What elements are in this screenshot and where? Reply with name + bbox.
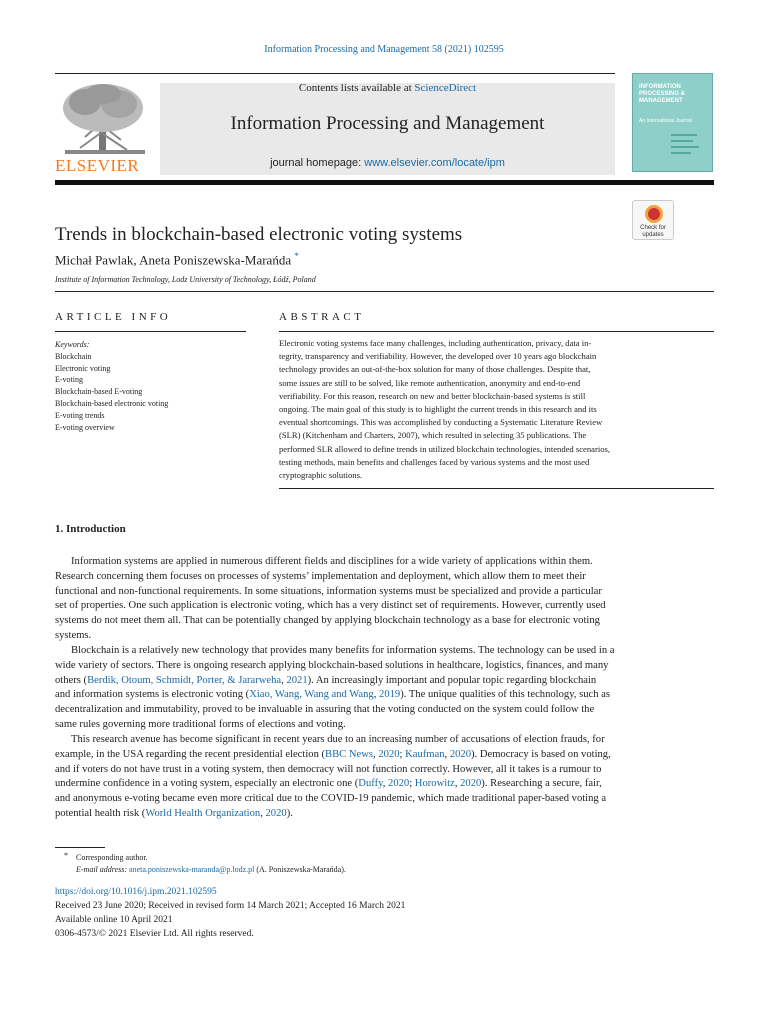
body-line <box>55 777 714 792</box>
abstract-line: Electronic voting systems face many challenges, including authentication, privacy, data in- <box>279 338 592 348</box>
homepage-link[interactable]: www.elsevier.com/locate/ipm <box>364 157 505 169</box>
header-rule <box>55 73 615 74</box>
body-line: Information systems are applied in numerous different fields and disciplines for a wide variety of applications within them. <box>71 556 593 567</box>
text: example, in the USA regarding the recent presidential election ( <box>55 748 326 760</box>
footnote-rule <box>55 847 105 848</box>
citation-link[interactable]: 2020 <box>460 778 482 790</box>
citation-link[interactable]: World Health Organization <box>145 807 261 819</box>
cover-line <box>671 134 697 136</box>
text: undermine confidence in a voting system, especially an electronic one ( <box>55 778 359 790</box>
text: ; <box>409 778 415 790</box>
journal-reference[interactable]: Information Processing and Management 58 (2021) 102595 <box>264 44 504 55</box>
intro-paragraph-1 <box>55 555 714 644</box>
abstract-line: eventual shortcomings. This was accomplished by conducting a Systematic Literature Review <box>279 417 603 428</box>
text: , <box>382 778 389 790</box>
journal-homepage <box>160 157 615 169</box>
abstract-end-rule <box>279 488 714 489</box>
text: , <box>373 689 380 701</box>
abstract-heading: ABSTRACT <box>279 311 365 323</box>
citation-link[interactable]: Kaufman <box>405 748 445 760</box>
citation-link[interactable]: 2020 <box>265 807 287 819</box>
header-thick-rule <box>55 180 714 185</box>
copyright: 0306-4573/© 2021 Elsevier Ltd. All rights reserved. <box>55 929 254 939</box>
citation-link[interactable]: Berdik, Otoum, Schmidt, Porter, & Jararweha <box>87 674 282 686</box>
crossmark-button[interactable] <box>632 200 674 240</box>
body-line: functional and non-functional requirements. In some situations, information systems must be specialized and provide a particular <box>55 585 602 597</box>
body-line: and anonymous e-voting became even more critical due to the COVID-19 pandemic, which made traditional paper-based voting a <box>55 793 607 805</box>
article-title: Trends in blockchain-based electronic voting systems <box>55 224 463 245</box>
text: ). <box>286 807 293 819</box>
abstract-line: tegrity, transparency and verifiability. However, the developed over 10 years ago blockchain <box>279 351 597 362</box>
body-line: Research concerning them focuses on processes of systems’ implementation and deployment, which allow them to meet their <box>55 570 586 582</box>
contents-line <box>160 82 615 94</box>
keyword: E-voting <box>55 375 83 385</box>
intro-paragraph-2 <box>55 644 714 733</box>
doi-link[interactable]: https://doi.org/10.1016/j.ipm.2021.102595 <box>55 887 217 897</box>
text: potential health risk ( <box>55 807 146 819</box>
crossmark-icon <box>645 205 663 223</box>
body-line: This research avenue has become significant in recent years due to an increasing number of accusations of election frauds, for <box>71 734 605 745</box>
citation-link[interactable]: Xiao, Wang, Wang and Wang <box>249 689 374 701</box>
cover-line <box>671 140 693 142</box>
text: ). Democracy is based on voting, <box>471 748 611 760</box>
keyword: Blockchain-based electronic voting <box>55 398 169 408</box>
abstract-line: some issues are still to be solved, like remote authentication, anonymity and end-to-end <box>279 377 581 388</box>
received-dates: Received 23 June 2020; Received in revised form 14 March 2021; Accepted 16 March 2021 <box>55 901 406 911</box>
corresponding-author-mark[interactable]: * <box>294 251 299 261</box>
citation-link[interactable]: 2021 <box>286 674 308 686</box>
crossmark-label: Check for updates <box>640 225 666 238</box>
body-line <box>55 807 714 822</box>
elsevier-wordmark: ELSEVIER <box>55 156 140 175</box>
body-line: and if voters do not have trust in a voting system, then democracy will not function correctly. However, all it takes is a rumour to <box>55 763 602 775</box>
footnote-email <box>76 865 346 874</box>
text: and information systems is electronic voting ( <box>55 689 250 701</box>
abstract-line: performed SLR allowed to define trends in utilized blockchain technologies, intended scenarios, <box>279 443 611 454</box>
body-line <box>55 688 714 703</box>
text: others ( <box>55 674 88 686</box>
keyword: Electronic voting <box>55 363 111 373</box>
journal-title: Information Processing and Management <box>230 113 545 134</box>
abstract-line: (SLR) (Kitchenham and Charters, 2007), which resulted in selecting 35 publications. The <box>279 430 587 441</box>
cover-line <box>671 146 699 148</box>
citation-link[interactable]: 2019 <box>379 689 401 701</box>
text: ). Researching a secure, fair, <box>481 778 602 790</box>
email-link[interactable]: aneta.poniszewska-maranda@p.lodz.pl <box>129 865 255 874</box>
contents-prefix: Contents lists available at <box>298 82 415 94</box>
body-line: set of properties. One such application is electronic voting, which has a very distinct set of requirements. However, currently used <box>55 600 606 612</box>
text: , <box>281 674 287 686</box>
citation-link[interactable]: Horowitz <box>414 778 455 790</box>
abstract-rule <box>279 331 714 332</box>
citation-link[interactable]: BBC News <box>325 748 374 760</box>
elsevier-tree-logo <box>55 82 155 156</box>
keywords-list <box>55 339 168 433</box>
citation-link[interactable]: 2020 <box>449 748 472 760</box>
cover-title: INFORMATION PROCESSING & MANAGEMENT <box>639 84 686 104</box>
body-line <box>55 748 714 763</box>
affiliation: Institute of Information Technology, Lodz University of Technology, Łódź, Poland <box>55 275 316 284</box>
body-line: wide variety of sectors. There is ongoing research applying blockchain-based solutions in healthcare, logistics, finances, and many <box>55 659 609 671</box>
keyword: Blockchain <box>55 351 92 361</box>
keywords-heading: Keywords: <box>55 340 90 349</box>
text: , <box>373 748 379 760</box>
text: ; <box>399 748 406 760</box>
email-label: E-mail address: <box>76 865 128 874</box>
journal-cover[interactable] <box>632 73 713 172</box>
cover-line <box>671 152 691 154</box>
body-line: same rules governing more traditional forms of elections and voting. <box>55 718 346 730</box>
text: , <box>444 748 450 760</box>
article-info-rule <box>55 331 246 332</box>
abstract-line: technology provides an out-of-the-box solution for many of those challenges. Despite that, <box>279 364 591 375</box>
abstract-line: testing methods, main benefits and challenges faced by various systems and the most used <box>279 456 590 467</box>
text: , <box>260 807 266 819</box>
footnote-corresponding: Corresponding author. <box>76 853 148 862</box>
keyword: E-voting overview <box>55 422 115 432</box>
abstract-text <box>279 337 712 482</box>
article-authors <box>55 251 299 268</box>
abstract-line: cryptographic solutions. <box>279 470 363 481</box>
sciencedirect-link[interactable]: ScienceDirect <box>414 82 477 94</box>
email-suffix: (A. Poniszewska-Marańda). <box>256 865 346 874</box>
homepage-prefix: journal homepage: <box>270 157 365 169</box>
keyword: E-voting trends <box>55 410 105 420</box>
body-line: systems do not meet them all. That can be potentially changed by applying blockchain technology as a base for electronic voting <box>55 615 600 627</box>
abstract-line: ongoing. The main goal of this study is to highlight the current trends in this research and its <box>279 404 597 415</box>
article-info-heading: ARTICLE INFO <box>55 311 172 323</box>
keyword: Blockchain-based E-voting <box>55 387 143 397</box>
section-heading-introduction: 1. Introduction <box>55 523 126 535</box>
footnote-mark: * <box>64 851 68 860</box>
citation-link[interactable]: 2020 <box>388 778 410 790</box>
body-line <box>55 674 714 689</box>
text: ). The unique qualities of this technology, such as <box>400 689 610 701</box>
citation-link[interactable]: Duffy <box>358 778 383 790</box>
text: , <box>454 778 461 790</box>
text: ). An increasingly important and popular topic regarding blockchain <box>307 674 597 686</box>
abstract-line: verifiability. For this reason, research on new and better blockchain-based systems is still <box>279 390 586 401</box>
body-line: Blockchain is a relatively new technology that provides many benefits for information systems. The technology can be used in a <box>71 645 615 656</box>
citation-link[interactable]: 2020 <box>378 748 400 760</box>
cover-subtitle: An International Journal <box>639 118 692 124</box>
body-line: decentralization and immutability, proved to be invaluable in assuring that the voting conducted on the system could follow the <box>55 704 595 716</box>
available-online: Available online 10 April 2021 <box>55 915 173 925</box>
author-names: Michał Pawlak, Aneta Poniszewska-Marańda <box>55 252 292 268</box>
body-line: systems. <box>55 629 92 641</box>
intro-paragraph-3 <box>55 733 714 822</box>
title-rule <box>55 291 714 292</box>
